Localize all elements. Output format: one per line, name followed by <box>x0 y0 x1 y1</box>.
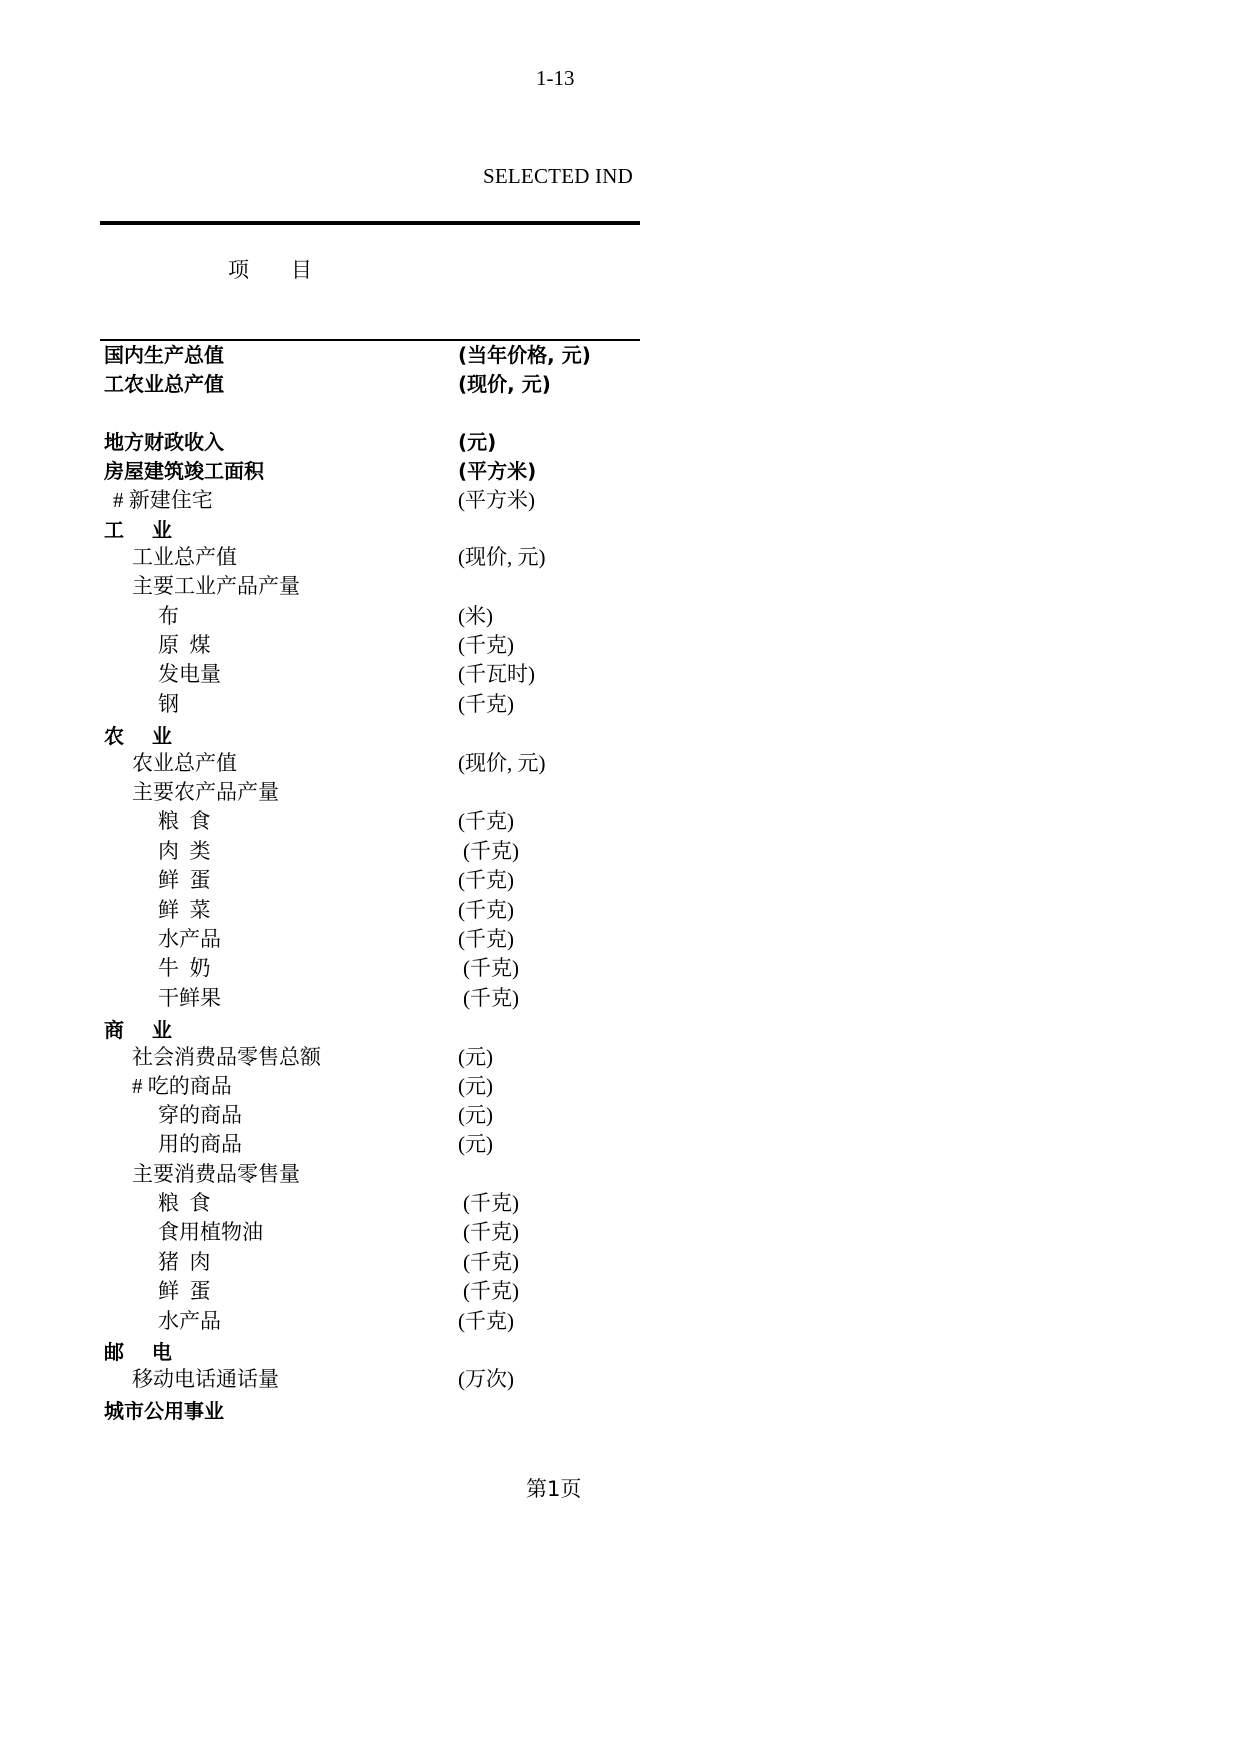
row-label: 主要工业产品产量 <box>132 574 300 598</box>
row-label: 猪 肉 <box>158 1250 211 1274</box>
table-row <box>0 631 700 660</box>
row-unit: (千克) <box>463 1250 519 1274</box>
row-unit: (现价, 元) <box>458 751 546 775</box>
table-row <box>0 543 700 572</box>
row-label: 国内生产总值 <box>104 343 224 367</box>
table-row <box>0 749 700 778</box>
table-row <box>0 984 700 1013</box>
table-row <box>0 660 700 689</box>
row-label: 主要消费品零售量 <box>132 1162 300 1186</box>
row-unit: (元) <box>458 430 497 454</box>
table-row-section-industry <box>0 516 700 545</box>
row-label: 粮 食 <box>158 1191 211 1215</box>
table-row <box>0 1160 700 1189</box>
row-unit: (千克) <box>458 692 514 716</box>
row-unit: (万次) <box>458 1367 514 1391</box>
row-unit: (千克) <box>463 1220 519 1244</box>
table-row <box>0 954 700 983</box>
row-label: 社会消费品零售总额 <box>132 1045 321 1069</box>
row-label: 工业总产值 <box>132 545 237 569</box>
row-unit: (千克) <box>463 986 519 1010</box>
row-unit: (千克) <box>463 956 519 980</box>
row-label: 鲜 蛋 <box>158 868 211 892</box>
row-label: 主要农产品产量 <box>132 780 279 804</box>
table-row <box>0 1307 700 1336</box>
row-label: 鲜 菜 <box>158 898 211 922</box>
row-unit: (千克) <box>463 1279 519 1303</box>
row-label: 鲜 蛋 <box>158 1279 211 1303</box>
row-unit: (千克) <box>458 927 514 951</box>
table-row <box>0 1218 700 1247</box>
table-row <box>0 866 700 895</box>
row-label: 肉 类 <box>158 839 211 863</box>
row-unit: (米) <box>458 604 493 628</box>
row-unit: (千克) <box>463 839 519 863</box>
row-label: 发电量 <box>158 662 221 686</box>
row-unit: (元) <box>458 1103 493 1127</box>
row-unit: (元) <box>458 1074 493 1098</box>
table-row <box>0 370 700 399</box>
table-row <box>0 1189 700 1218</box>
table-row <box>0 572 700 601</box>
table-row <box>0 1277 700 1306</box>
row-unit: (千克) <box>458 898 514 922</box>
row-unit: (千克) <box>463 1191 519 1215</box>
row-unit: (千克) <box>458 809 514 833</box>
table-row <box>0 1365 700 1394</box>
table-row <box>0 1130 700 1159</box>
table-row <box>0 1043 700 1072</box>
table-row <box>0 807 700 836</box>
page-footer: 第1页 <box>526 1477 582 1501</box>
table-row <box>0 1101 700 1130</box>
row-unit: (元) <box>458 1045 493 1069</box>
table-row <box>0 690 700 719</box>
row-label: 水产品 <box>158 927 221 951</box>
row-label: # 吃的商品 <box>132 1074 232 1098</box>
table-row-section-post-telecom <box>0 1338 700 1367</box>
table-title-english: SELECTED IND <box>483 164 633 188</box>
row-unit: (千克) <box>458 633 514 657</box>
row-label: 钢 <box>158 692 179 716</box>
table-row <box>0 457 700 486</box>
row-label: 牛 奶 <box>158 956 211 980</box>
table-row <box>0 341 700 370</box>
row-label: 商 业 <box>104 1018 172 1042</box>
row-label: 干鲜果 <box>158 986 221 1010</box>
row-unit: (现价, 元) <box>458 372 551 396</box>
row-label: 农业总产值 <box>132 751 237 775</box>
table-row-section-commerce <box>0 1016 700 1045</box>
row-unit: (千克) <box>458 1309 514 1333</box>
row-label: 穿的商品 <box>158 1103 242 1127</box>
row-label: 房屋建筑竣工面积 <box>104 459 264 483</box>
table-row <box>0 602 700 631</box>
table-row <box>0 837 700 866</box>
row-unit: (当年价格, 元) <box>458 343 591 367</box>
row-unit: (平方米) <box>458 488 535 512</box>
row-label: # 新建住宅 <box>113 488 213 512</box>
table-row <box>0 896 700 925</box>
row-label: 工 业 <box>104 518 172 542</box>
row-label: 地方财政收入 <box>104 430 224 454</box>
row-unit: (千瓦时) <box>458 662 535 686</box>
row-label: 原 煤 <box>158 633 211 657</box>
row-label: 城市公用事业 <box>104 1399 224 1423</box>
row-unit: (现价, 元) <box>458 545 546 569</box>
row-label: 食用植物油 <box>158 1220 263 1244</box>
row-label: 邮 电 <box>104 1340 172 1364</box>
table-row <box>0 428 700 457</box>
row-unit: (元) <box>458 1132 493 1156</box>
row-label: 粮 食 <box>158 809 211 833</box>
table-row <box>0 486 700 515</box>
row-label: 农 业 <box>104 724 172 748</box>
top-rule <box>100 221 640 225</box>
row-label: 布 <box>158 604 179 628</box>
row-label: 用的商品 <box>158 1132 242 1156</box>
row-label: 水产品 <box>158 1309 221 1333</box>
table-row <box>0 1072 700 1101</box>
row-unit: (平方米) <box>458 459 537 483</box>
table-row <box>0 778 700 807</box>
row-label: 移动电话通话量 <box>132 1367 279 1391</box>
table-row-section-agriculture <box>0 722 700 751</box>
table-row-section-utilities <box>0 1397 700 1426</box>
table-row <box>0 1248 700 1277</box>
table-row <box>0 925 700 954</box>
table-number-text: 1-13 <box>536 66 575 90</box>
column-header-item: 项 目 <box>228 258 312 282</box>
row-label: 工农业总产值 <box>104 372 224 396</box>
row-unit: (千克) <box>458 868 514 892</box>
